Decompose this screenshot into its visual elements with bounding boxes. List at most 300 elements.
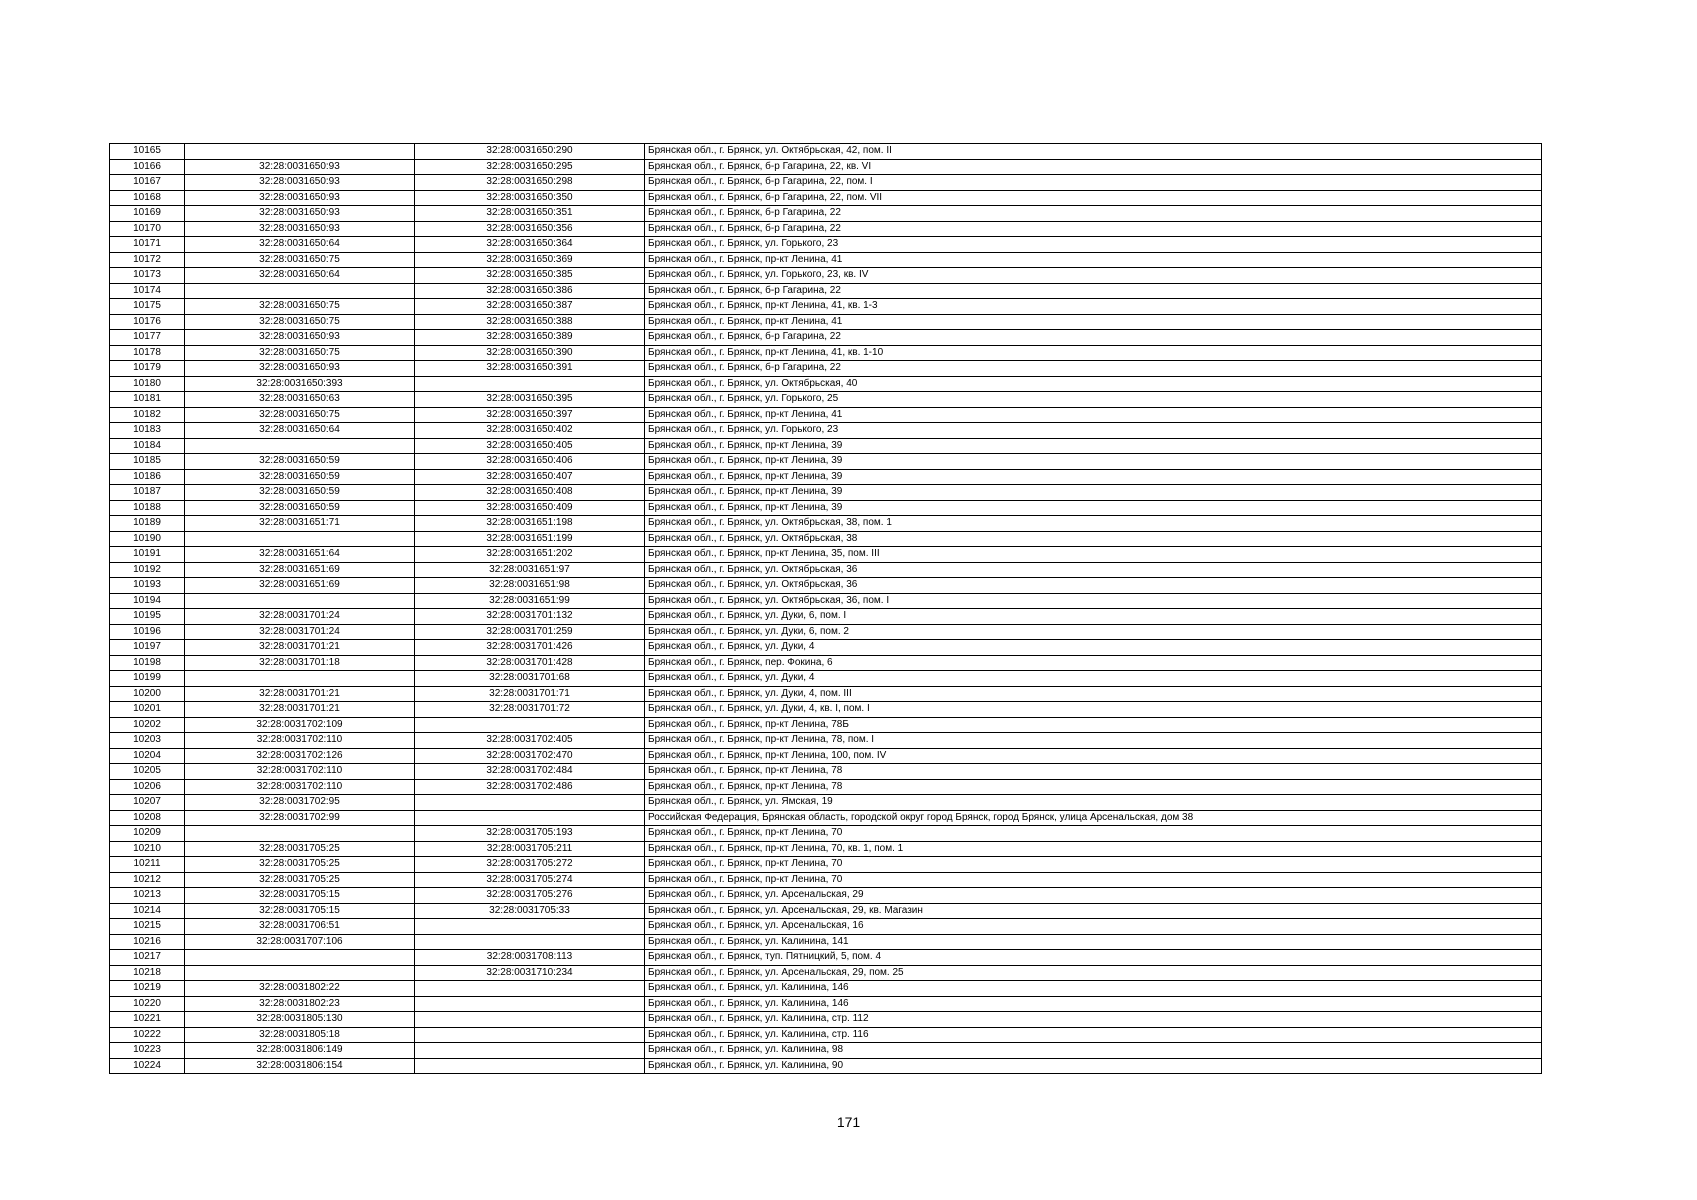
address-cell: Брянская обл., г. Брянск, пр-кт Ленина, 70 xyxy=(645,872,1542,888)
cadastral-number-cell: 32:28:0031708:113 xyxy=(415,950,645,966)
table-row xyxy=(110,500,1542,516)
address-cell: Брянская обл., г. Брянск, пр-кт Ленина, 70, кв. 1, пом. 1 xyxy=(645,841,1542,857)
table-row xyxy=(110,903,1542,919)
cadastral-number-cell: 32:28:0031651:97 xyxy=(415,562,645,578)
cadastral-number-cell: 32:28:0031710:234 xyxy=(415,965,645,981)
parent-cadastral-number-cell: 32:28:0031650:59 xyxy=(185,454,415,470)
table-row xyxy=(110,1043,1542,1059)
parent-cadastral-number-cell: 32:28:0031650:93 xyxy=(185,206,415,222)
cadastral-number-cell: 32:28:0031702:470 xyxy=(415,748,645,764)
table-row xyxy=(110,640,1542,656)
table-row xyxy=(110,283,1542,299)
table-row xyxy=(110,190,1542,206)
row-number-cell: 10165 xyxy=(110,144,185,160)
parent-cadastral-number-cell: 32:28:0031650:59 xyxy=(185,485,415,501)
parent-cadastral-number-cell: 32:28:0031702:110 xyxy=(185,733,415,749)
cadastral-number-cell: 32:28:0031650:406 xyxy=(415,454,645,470)
row-number-cell: 10192 xyxy=(110,562,185,578)
parent-cadastral-number-cell: 32:28:0031702:95 xyxy=(185,795,415,811)
table-row xyxy=(110,872,1542,888)
address-cell: Брянская обл., г. Брянск, ул. Калинина, 146 xyxy=(645,981,1542,997)
address-cell: Брянская обл., г. Брянск, ул. Октябрьская, 38, пом. 1 xyxy=(645,516,1542,532)
table-row xyxy=(110,733,1542,749)
table-row xyxy=(110,159,1542,175)
row-number-cell: 10183 xyxy=(110,423,185,439)
table-row xyxy=(110,764,1542,780)
table-row xyxy=(110,810,1542,826)
row-number-cell: 10171 xyxy=(110,237,185,253)
address-cell: Брянская обл., г. Брянск, ул. Калинина, 90 xyxy=(645,1058,1542,1074)
cadastral-number-cell: 32:28:0031650:395 xyxy=(415,392,645,408)
row-number-cell: 10174 xyxy=(110,283,185,299)
parent-cadastral-number-cell: 32:28:0031650:93 xyxy=(185,361,415,377)
address-cell: Брянская обл., г. Брянск, ул. Горького, 25 xyxy=(645,392,1542,408)
table-row xyxy=(110,407,1542,423)
parent-cadastral-number-cell: 32:28:0031650:63 xyxy=(185,392,415,408)
address-cell: Брянская обл., г. Брянск, ул. Арсенальская, 29, кв. Магазин xyxy=(645,903,1542,919)
parent-cadastral-number-cell: 32:28:0031650:393 xyxy=(185,376,415,392)
parent-cadastral-number-cell xyxy=(185,531,415,547)
parent-cadastral-number-cell: 32:28:0031651:71 xyxy=(185,516,415,532)
cadastral-number-cell xyxy=(415,1043,645,1059)
row-number-cell: 10201 xyxy=(110,702,185,718)
cadastral-number-cell: 32:28:0031650:389 xyxy=(415,330,645,346)
parent-cadastral-number-cell: 32:28:0031650:93 xyxy=(185,330,415,346)
table-row xyxy=(110,919,1542,935)
row-number-cell: 10178 xyxy=(110,345,185,361)
cadastral-number-cell: 32:28:0031651:202 xyxy=(415,547,645,563)
row-number-cell: 10199 xyxy=(110,671,185,687)
table-row xyxy=(110,314,1542,330)
address-cell: Российская Федерация, Брянская область, городской округ город Брянск, город Брянск, улица Арсенальская, дом 38 xyxy=(645,810,1542,826)
row-number-cell: 10223 xyxy=(110,1043,185,1059)
parent-cadastral-number-cell: 32:28:0031705:15 xyxy=(185,903,415,919)
cadastral-number-cell xyxy=(415,1012,645,1028)
row-number-cell: 10207 xyxy=(110,795,185,811)
address-cell: Брянская обл., г. Брянск, пр-кт Ленина, 35, пом. III xyxy=(645,547,1542,563)
row-number-cell: 10195 xyxy=(110,609,185,625)
row-number-cell: 10181 xyxy=(110,392,185,408)
address-cell: Брянская обл., г. Брянск, ул. Калинина, стр. 116 xyxy=(645,1027,1542,1043)
parent-cadastral-number-cell: 32:28:0031705:25 xyxy=(185,872,415,888)
address-cell: Брянская обл., г. Брянск, б-р Гагарина, 22, кв. VI xyxy=(645,159,1542,175)
row-number-cell: 10213 xyxy=(110,888,185,904)
table-row xyxy=(110,252,1542,268)
cadastral-number-cell: 32:28:0031650:386 xyxy=(415,283,645,299)
parent-cadastral-number-cell: 32:28:0031806:149 xyxy=(185,1043,415,1059)
table-row xyxy=(110,996,1542,1012)
table-row xyxy=(110,237,1542,253)
cadastral-number-cell: 32:28:0031650:387 xyxy=(415,299,645,315)
row-number-cell: 10218 xyxy=(110,965,185,981)
parent-cadastral-number-cell: 32:28:0031650:59 xyxy=(185,500,415,516)
cadastral-number-cell: 32:28:0031651:199 xyxy=(415,531,645,547)
cadastral-number-cell: 32:28:0031651:198 xyxy=(415,516,645,532)
table-row xyxy=(110,516,1542,532)
address-cell: Брянская обл., г. Брянск, пр-кт Ленина, 70 xyxy=(645,857,1542,873)
cadastral-number-cell: 32:28:0031650:407 xyxy=(415,469,645,485)
row-number-cell: 10222 xyxy=(110,1027,185,1043)
parent-cadastral-number-cell: 32:28:0031701:18 xyxy=(185,655,415,671)
address-cell: Брянская обл., г. Брянск, пр-кт Ленина, 41, кв. 1-3 xyxy=(645,299,1542,315)
parent-cadastral-number-cell: 32:28:0031702:126 xyxy=(185,748,415,764)
table-row xyxy=(110,609,1542,625)
parent-cadastral-number-cell: 32:28:0031701:24 xyxy=(185,624,415,640)
parent-cadastral-number-cell: 32:28:0031702:110 xyxy=(185,779,415,795)
row-number-cell: 10170 xyxy=(110,221,185,237)
address-cell: Брянская обл., г. Брянск, ул. Горького, 23 xyxy=(645,423,1542,439)
cadastral-number-cell: 32:28:0031702:486 xyxy=(415,779,645,795)
address-cell: Брянская обл., г. Брянск, ул. Арсенальская, 29 xyxy=(645,888,1542,904)
parent-cadastral-number-cell: 32:28:0031702:109 xyxy=(185,717,415,733)
row-number-cell: 10188 xyxy=(110,500,185,516)
table-row xyxy=(110,671,1542,687)
cadastral-number-cell: 32:28:0031705:211 xyxy=(415,841,645,857)
address-cell: Брянская обл., г. Брянск, пр-кт Ленина, 100, пом. IV xyxy=(645,748,1542,764)
row-number-cell: 10172 xyxy=(110,252,185,268)
row-number-cell: 10173 xyxy=(110,268,185,284)
parent-cadastral-number-cell xyxy=(185,826,415,842)
cadastral-number-cell xyxy=(415,795,645,811)
row-number-cell: 10198 xyxy=(110,655,185,671)
parent-cadastral-number-cell xyxy=(185,144,415,160)
cadastral-number-cell: 32:28:0031650:385 xyxy=(415,268,645,284)
row-number-cell: 10206 xyxy=(110,779,185,795)
parent-cadastral-number-cell: 32:28:0031650:75 xyxy=(185,299,415,315)
table-row xyxy=(110,888,1542,904)
row-number-cell: 10191 xyxy=(110,547,185,563)
table-row xyxy=(110,562,1542,578)
table-row xyxy=(110,299,1542,315)
address-cell: Брянская обл., г. Брянск, пр-кт Ленина, 78 xyxy=(645,779,1542,795)
cadastral-number-cell: 32:28:0031650:402 xyxy=(415,423,645,439)
table-row xyxy=(110,1027,1542,1043)
table-row xyxy=(110,454,1542,470)
cadastral-number-cell: 32:28:0031650:351 xyxy=(415,206,645,222)
cadastral-number-cell: 32:28:0031650:350 xyxy=(415,190,645,206)
address-cell: Брянская обл., г. Брянск, пер. Фокина, 6 xyxy=(645,655,1542,671)
address-cell: Брянская обл., г. Брянск, ул. Октябрьская, 36, пом. I xyxy=(645,593,1542,609)
cadastral-number-cell xyxy=(415,981,645,997)
registry-table xyxy=(109,143,1542,1074)
parent-cadastral-number-cell: 32:28:0031651:69 xyxy=(185,578,415,594)
address-cell: Брянская обл., г. Брянск, пр-кт Ленина, 39 xyxy=(645,438,1542,454)
cadastral-number-cell: 32:28:0031701:259 xyxy=(415,624,645,640)
address-cell: Брянская обл., г. Брянск, б-р Гагарина, 22 xyxy=(645,283,1542,299)
address-cell: Брянская обл., г. Брянск, ул. Калинина, 141 xyxy=(645,934,1542,950)
row-number-cell: 10219 xyxy=(110,981,185,997)
table-row xyxy=(110,361,1542,377)
address-cell: Брянская обл., г. Брянск, ул. Дуки, 4 xyxy=(645,640,1542,656)
parent-cadastral-number-cell: 32:28:0031651:64 xyxy=(185,547,415,563)
table-row xyxy=(110,221,1542,237)
cadastral-number-cell: 32:28:0031650:388 xyxy=(415,314,645,330)
row-number-cell: 10202 xyxy=(110,717,185,733)
row-number-cell: 10214 xyxy=(110,903,185,919)
row-number-cell: 10179 xyxy=(110,361,185,377)
cadastral-number-cell: 32:28:0031650:405 xyxy=(415,438,645,454)
table-row xyxy=(110,795,1542,811)
table-row xyxy=(110,206,1542,222)
address-cell: Брянская обл., г. Брянск, ул. Калинина, стр. 112 xyxy=(645,1012,1542,1028)
table-row xyxy=(110,423,1542,439)
table-row xyxy=(110,950,1542,966)
cadastral-number-cell: 32:28:0031650:397 xyxy=(415,407,645,423)
address-cell: Брянская обл., г. Брянск, пр-кт Ленина, 41 xyxy=(645,252,1542,268)
address-cell: Брянская обл., г. Брянск, ул. Калинина, 146 xyxy=(645,996,1542,1012)
table-row xyxy=(110,686,1542,702)
row-number-cell: 10215 xyxy=(110,919,185,935)
cadastral-number-cell: 32:28:0031650:391 xyxy=(415,361,645,377)
table-row xyxy=(110,1012,1542,1028)
parent-cadastral-number-cell xyxy=(185,671,415,687)
cadastral-number-cell xyxy=(415,934,645,950)
cadastral-number-cell: 32:28:0031701:72 xyxy=(415,702,645,718)
address-cell: Брянская обл., г. Брянск, б-р Гагарина, 22, пом. VII xyxy=(645,190,1542,206)
cadastral-number-cell: 32:28:0031705:33 xyxy=(415,903,645,919)
table-row xyxy=(110,624,1542,640)
parent-cadastral-number-cell: 32:28:0031650:75 xyxy=(185,252,415,268)
parent-cadastral-number-cell: 32:28:0031650:64 xyxy=(185,268,415,284)
row-number-cell: 10212 xyxy=(110,872,185,888)
row-number-cell: 10166 xyxy=(110,159,185,175)
address-cell: Брянская обл., г. Брянск, ул. Октябрьская, 36 xyxy=(645,578,1542,594)
address-cell: Брянская обл., г. Брянск, пр-кт Ленина, 78 xyxy=(645,764,1542,780)
row-number-cell: 10167 xyxy=(110,175,185,191)
parent-cadastral-number-cell: 32:28:0031805:18 xyxy=(185,1027,415,1043)
row-number-cell: 10194 xyxy=(110,593,185,609)
page-number: 171 xyxy=(836,1114,861,1130)
cadastral-number-cell: 32:28:0031701:68 xyxy=(415,671,645,687)
address-cell: Брянская обл., г. Брянск, пр-кт Ленина, 41, кв. 1-10 xyxy=(645,345,1542,361)
cadastral-number-cell xyxy=(415,919,645,935)
row-number-cell: 10169 xyxy=(110,206,185,222)
cadastral-number-cell: 32:28:0031651:98 xyxy=(415,578,645,594)
cadastral-number-cell: 32:28:0031702:405 xyxy=(415,733,645,749)
parent-cadastral-number-cell: 32:28:0031650:64 xyxy=(185,423,415,439)
row-number-cell: 10177 xyxy=(110,330,185,346)
address-cell: Брянская обл., г. Брянск, пр-кт Ленина, 78Б xyxy=(645,717,1542,733)
parent-cadastral-number-cell: 32:28:0031650:93 xyxy=(185,159,415,175)
row-number-cell: 10197 xyxy=(110,640,185,656)
parent-cadastral-number-cell: 32:28:0031802:22 xyxy=(185,981,415,997)
table-row xyxy=(110,438,1542,454)
address-cell: Брянская обл., г. Брянск, б-р Гагарина, 22 xyxy=(645,206,1542,222)
row-number-cell: 10190 xyxy=(110,531,185,547)
table-row xyxy=(110,330,1542,346)
table-row xyxy=(110,717,1542,733)
row-number-cell: 10208 xyxy=(110,810,185,826)
table-row xyxy=(110,547,1542,563)
row-number-cell: 10224 xyxy=(110,1058,185,1074)
table-row xyxy=(110,144,1542,160)
row-number-cell: 10175 xyxy=(110,299,185,315)
row-number-cell: 10184 xyxy=(110,438,185,454)
cadastral-number-cell: 32:28:0031705:193 xyxy=(415,826,645,842)
table-row xyxy=(110,268,1542,284)
cadastral-number-cell xyxy=(415,996,645,1012)
table-row xyxy=(110,376,1542,392)
row-number-cell: 10176 xyxy=(110,314,185,330)
row-number-cell: 10189 xyxy=(110,516,185,532)
address-cell: Брянская обл., г. Брянск, ул. Дуки, 4, кв. I, пом. I xyxy=(645,702,1542,718)
table-row xyxy=(110,531,1542,547)
address-cell: Брянская обл., г. Брянск, ул. Октябрьская, 40 xyxy=(645,376,1542,392)
row-number-cell: 10216 xyxy=(110,934,185,950)
row-number-cell: 10221 xyxy=(110,1012,185,1028)
parent-cadastral-number-cell: 32:28:0031650:59 xyxy=(185,469,415,485)
address-cell: Брянская обл., г. Брянск, ул. Октябрьская, 36 xyxy=(645,562,1542,578)
cadastral-number-cell: 32:28:0031702:484 xyxy=(415,764,645,780)
row-number-cell: 10168 xyxy=(110,190,185,206)
table-row xyxy=(110,779,1542,795)
parent-cadastral-number-cell: 32:28:0031805:130 xyxy=(185,1012,415,1028)
parent-cadastral-number-cell: 32:28:0031701:21 xyxy=(185,640,415,656)
cadastral-number-cell: 32:28:0031701:426 xyxy=(415,640,645,656)
address-cell: Брянская обл., г. Брянск, пр-кт Ленина, 39 xyxy=(645,469,1542,485)
cadastral-number-cell: 32:28:0031650:364 xyxy=(415,237,645,253)
cadastral-number-cell xyxy=(415,717,645,733)
address-cell: Брянская обл., г. Брянск, пр-кт Ленина, 39 xyxy=(645,485,1542,501)
table-row xyxy=(110,965,1542,981)
row-number-cell: 10203 xyxy=(110,733,185,749)
address-cell: Брянская обл., г. Брянск, ул. Горького, 23, кв. IV xyxy=(645,268,1542,284)
row-number-cell: 10200 xyxy=(110,686,185,702)
row-number-cell: 10217 xyxy=(110,950,185,966)
parent-cadastral-number-cell xyxy=(185,283,415,299)
table-row xyxy=(110,593,1542,609)
cadastral-number-cell xyxy=(415,1027,645,1043)
row-number-cell: 10204 xyxy=(110,748,185,764)
row-number-cell: 10182 xyxy=(110,407,185,423)
parent-cadastral-number-cell: 32:28:0031651:69 xyxy=(185,562,415,578)
row-number-cell: 10180 xyxy=(110,376,185,392)
parent-cadastral-number-cell: 32:28:0031705:25 xyxy=(185,857,415,873)
address-cell: Брянская обл., г. Брянск, пр-кт Ленина, 41 xyxy=(645,314,1542,330)
table-row xyxy=(110,826,1542,842)
address-cell: Брянская обл., г. Брянск, ул. Дуки, 6, пом. 2 xyxy=(645,624,1542,640)
row-number-cell: 10193 xyxy=(110,578,185,594)
parent-cadastral-number-cell xyxy=(185,593,415,609)
table-row xyxy=(110,485,1542,501)
cadastral-number-cell: 32:28:0031651:99 xyxy=(415,593,645,609)
cadastral-number-cell: 32:28:0031650:356 xyxy=(415,221,645,237)
table-row xyxy=(110,469,1542,485)
table-row xyxy=(110,702,1542,718)
table-row xyxy=(110,857,1542,873)
parent-cadastral-number-cell: 32:28:0031702:99 xyxy=(185,810,415,826)
address-cell: Брянская обл., г. Брянск, б-р Гагарина, 22 xyxy=(645,330,1542,346)
address-cell: Брянская обл., г. Брянск, б-р Гагарина, 22 xyxy=(645,221,1542,237)
address-cell: Брянская обл., г. Брянск, ул. Дуки, 4, пом. III xyxy=(645,686,1542,702)
parent-cadastral-number-cell xyxy=(185,965,415,981)
cadastral-number-cell: 32:28:0031701:428 xyxy=(415,655,645,671)
parent-cadastral-number-cell: 32:28:0031707:106 xyxy=(185,934,415,950)
parent-cadastral-number-cell: 32:28:0031806:154 xyxy=(185,1058,415,1074)
row-number-cell: 10220 xyxy=(110,996,185,1012)
address-cell: Брянская обл., г. Брянск, пр-кт Ленина, 39 xyxy=(645,454,1542,470)
parent-cadastral-number-cell: 32:28:0031650:75 xyxy=(185,407,415,423)
address-cell: Брянская обл., г. Брянск, ул. Ямская, 19 xyxy=(645,795,1542,811)
table-row xyxy=(110,934,1542,950)
table-row xyxy=(110,748,1542,764)
address-cell: Брянская обл., г. Брянск, пр-кт Ленина, 41 xyxy=(645,407,1542,423)
parent-cadastral-number-cell: 32:28:0031705:15 xyxy=(185,888,415,904)
row-number-cell: 10186 xyxy=(110,469,185,485)
parent-cadastral-number-cell: 32:28:0031650:93 xyxy=(185,175,415,191)
cadastral-number-cell: 32:28:0031701:132 xyxy=(415,609,645,625)
table-row xyxy=(110,175,1542,191)
table-row xyxy=(110,1058,1542,1074)
address-cell: Брянская обл., г. Брянск, ул. Октябрьская, 42, пом. II xyxy=(645,144,1542,160)
address-cell: Брянская обл., г. Брянск, пр-кт Ленина, 78, пом. I xyxy=(645,733,1542,749)
table-row xyxy=(110,655,1542,671)
row-number-cell: 10209 xyxy=(110,826,185,842)
address-cell: Брянская обл., г. Брянск, б-р Гагарина, 22, пом. I xyxy=(645,175,1542,191)
address-cell: Брянская обл., г. Брянск, ул. Калинина, 98 xyxy=(645,1043,1542,1059)
parent-cadastral-number-cell xyxy=(185,438,415,454)
cadastral-number-cell: 32:28:0031701:71 xyxy=(415,686,645,702)
parent-cadastral-number-cell: 32:28:0031701:24 xyxy=(185,609,415,625)
cadastral-number-cell: 32:28:0031650:409 xyxy=(415,500,645,516)
address-cell: Брянская обл., г. Брянск, ул. Октябрьская, 38 xyxy=(645,531,1542,547)
address-cell: Брянская обл., г. Брянск, ул. Арсенальская, 29, пом. 25 xyxy=(645,965,1542,981)
parent-cadastral-number-cell: 32:28:0031705:25 xyxy=(185,841,415,857)
address-cell: Брянская обл., г. Брянск, ул. Дуки, 6, пом. I xyxy=(645,609,1542,625)
registry-table-body xyxy=(110,144,1542,1074)
table-row xyxy=(110,345,1542,361)
address-cell: Брянская обл., г. Брянск, туп. Пятницкий, 5, пом. 4 xyxy=(645,950,1542,966)
address-cell: Брянская обл., г. Брянск, ул. Дуки, 4 xyxy=(645,671,1542,687)
address-cell: Брянская обл., г. Брянск, пр-кт Ленина, 70 xyxy=(645,826,1542,842)
parent-cadastral-number-cell: 32:28:0031650:93 xyxy=(185,221,415,237)
parent-cadastral-number-cell: 32:28:0031702:110 xyxy=(185,764,415,780)
address-cell: Брянская обл., г. Брянск, ул. Арсенальская, 16 xyxy=(645,919,1542,935)
row-number-cell: 10210 xyxy=(110,841,185,857)
row-number-cell: 10205 xyxy=(110,764,185,780)
cadastral-number-cell: 32:28:0031650:290 xyxy=(415,144,645,160)
row-number-cell: 10187 xyxy=(110,485,185,501)
address-cell: Брянская обл., г. Брянск, б-р Гагарина, 22 xyxy=(645,361,1542,377)
parent-cadastral-number-cell: 32:28:0031650:93 xyxy=(185,190,415,206)
parent-cadastral-number-cell: 32:28:0031706:51 xyxy=(185,919,415,935)
cadastral-number-cell: 32:28:0031650:295 xyxy=(415,159,645,175)
row-number-cell: 10211 xyxy=(110,857,185,873)
table-row xyxy=(110,392,1542,408)
parent-cadastral-number-cell: 32:28:0031650:64 xyxy=(185,237,415,253)
address-cell: Брянская обл., г. Брянск, пр-кт Ленина, 39 xyxy=(645,500,1542,516)
cadastral-number-cell: 32:28:0031705:276 xyxy=(415,888,645,904)
table-row xyxy=(110,981,1542,997)
cadastral-number-cell xyxy=(415,810,645,826)
cadastral-number-cell: 32:28:0031650:390 xyxy=(415,345,645,361)
cadastral-number-cell xyxy=(415,1058,645,1074)
cadastral-number-cell: 32:28:0031650:369 xyxy=(415,252,645,268)
address-cell: Брянская обл., г. Брянск, ул. Горького, 23 xyxy=(645,237,1542,253)
cadastral-number-cell xyxy=(415,376,645,392)
parent-cadastral-number-cell: 32:28:0031802:23 xyxy=(185,996,415,1012)
cadastral-number-cell: 32:28:0031705:274 xyxy=(415,872,645,888)
table-row xyxy=(110,578,1542,594)
table-row xyxy=(110,841,1542,857)
cadastral-number-cell: 32:28:0031705:272 xyxy=(415,857,645,873)
row-number-cell: 10196 xyxy=(110,624,185,640)
parent-cadastral-number-cell xyxy=(185,950,415,966)
cadastral-number-cell: 32:28:0031650:298 xyxy=(415,175,645,191)
row-number-cell: 10185 xyxy=(110,454,185,470)
parent-cadastral-number-cell: 32:28:0031701:21 xyxy=(185,686,415,702)
parent-cadastral-number-cell: 32:28:0031650:75 xyxy=(185,314,415,330)
